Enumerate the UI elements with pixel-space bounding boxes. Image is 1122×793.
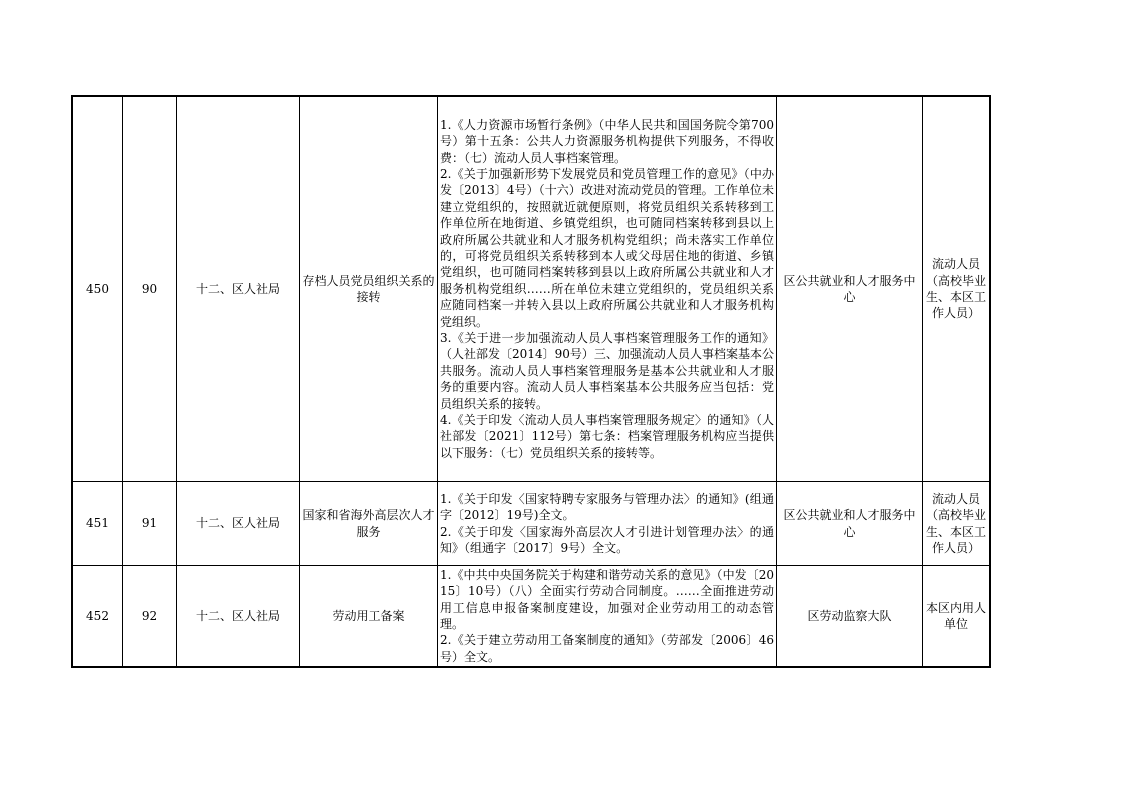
target-cell: 本区内用人单位	[923, 566, 990, 667]
seq-cell: 452	[73, 566, 123, 667]
basis-paragraph: 3.《关于进一步加强流动人员人事档案管理服务工作的通知》（人社部发〔2014〕90号）三、加强流动人员人事档案基本公共服务。流动人员人事档案管理服务是基本公共就业和人才服务的重要内容。流动人员人事档案基本公共服务应当包括：党员组织关系的接转。	[440, 331, 774, 411]
department-cell: 十二、区人社局	[177, 482, 300, 566]
basis-cell	[438, 97, 777, 482]
basis-paragraph: 1.《人力资源市场暂行条例》（中华人民共和国国务院令第700号）第十五条：公共人力资源服务机构提供下列服务，不得收费：（七）流动人员人事档案管理。	[440, 117, 774, 165]
basis-paragraph: 2.《关于印发〈国家海外高层次人才引进计划管理办法〉的通知》（组通字〔2017〕9号）全文。	[440, 524, 774, 555]
seq-cell: 450	[73, 97, 123, 482]
table-row	[73, 482, 990, 566]
sub-seq-cell: 92	[123, 566, 177, 667]
agency-cell: 区公共就业和人才服务中心	[777, 97, 923, 482]
target-cell: 流动人员（高校毕业生、本区工作人员）	[923, 482, 990, 566]
basis-paragraph: 1.《中共中央国务院关于构建和谐劳动关系的意见》（中发〔2015〕10号）（八）全面实行劳动合同制度。……全面推进劳动用工信息申报备案制度建设，加强对企业劳动用工的动态管理。	[440, 567, 774, 631]
basis-cell	[438, 566, 777, 667]
table-row	[73, 97, 990, 482]
target-cell: 流动人员（高校毕业生、本区工作人员）	[923, 97, 990, 482]
basis-paragraph: 2.《关于建立劳动用工备案制度的通知》（劳部发〔2006〕46号）全文。	[440, 633, 774, 664]
basis-cell	[438, 482, 777, 566]
seq-cell: 451	[73, 482, 123, 566]
department-cell: 十二、区人社局	[177, 97, 300, 482]
basis-paragraph: 2.《关于加强新形势下发展党员和党员管理工作的意见》（中办发〔2013〕4号）（十六）改进对流动党员的管理。工作单位未建立党组织的，按照就近就便原则，将党员组织关系转移到工作单位所在地街道、乡镇党组织，也可随同档案转移到县以上政府所属公共就业和人才服务机构党组织；尚未落实工作单位的，可将党员组织关系转移到本人或父母居住地的街道、乡镇党组织，也可随同档案转移到县以上政府所属公共就业和人才服务机构党组织……所在单位未建立党组织的，党员组织关系应随同档案一并转入县以上政府所属公共就业和人才服务机构党组织。	[440, 166, 774, 329]
basis-paragraph: 1.《关于印发〈国家特聘专家服务与管理办法〉的通知》(组通字〔2012〕19号)全文。	[440, 491, 774, 523]
department-cell: 十二、区人社局	[177, 566, 300, 667]
sub-seq-cell: 90	[123, 97, 177, 482]
sub-seq-cell: 91	[123, 482, 177, 566]
basis-paragraph: 4.《关于印发〈流动人员人事档案管理服务规定〉的通知》（人社部发〔2021〕112号）第七条：档案管理服务机构应当提供以下服务：（七）党员组织关系的接转等。	[440, 413, 774, 460]
agency-cell: 区公共就业和人才服务中心	[777, 482, 923, 566]
item-cell: 存档人员党员组织关系的接转	[300, 97, 438, 482]
agency-cell: 区劳动监察大队	[777, 566, 923, 667]
table-row	[73, 566, 990, 667]
item-cell: 国家和省海外高层次人才服务	[300, 482, 438, 566]
service-list-table	[72, 96, 990, 667]
item-cell: 劳动用工备案	[300, 566, 438, 667]
